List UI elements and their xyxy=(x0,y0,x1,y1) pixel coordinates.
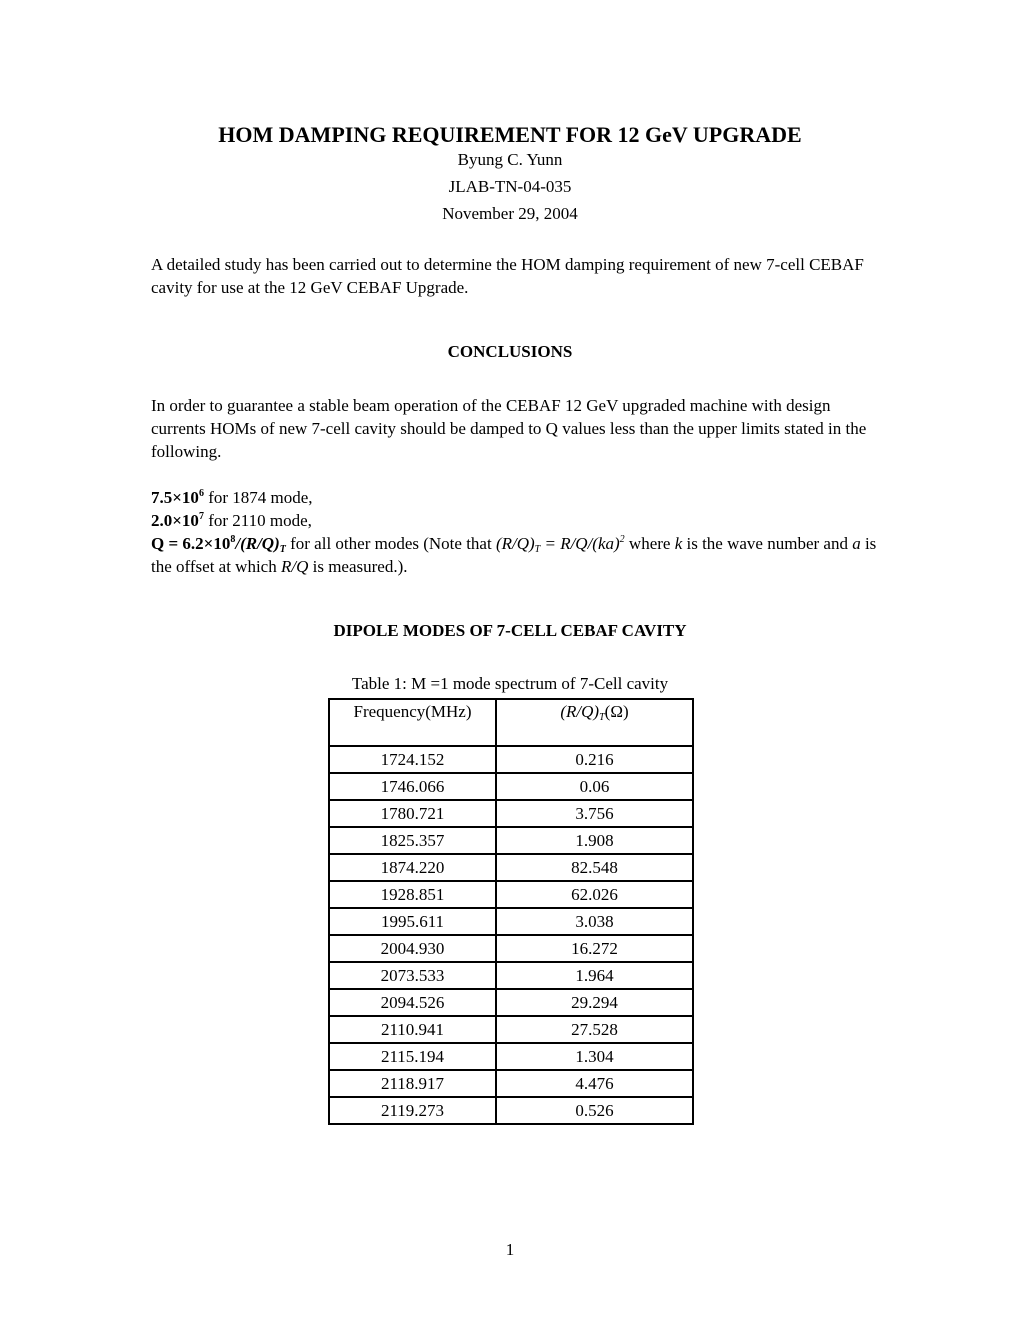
frequency-cell: 2110.941 xyxy=(329,1016,496,1043)
formula-exponent: 2 xyxy=(619,534,625,545)
rq-cell: 1.908 xyxy=(496,827,693,854)
limit-other-text3: is the wave number and xyxy=(682,534,853,553)
limit-other-rq-subscript: T xyxy=(279,544,286,555)
rq-header-main: (R/Q) xyxy=(560,702,600,721)
formula-lhs-subscript: T xyxy=(534,544,541,555)
dipole-modes-heading: DIPOLE MODES OF 7-CELL CEBAF CAVITY xyxy=(333,621,687,640)
table-row xyxy=(329,935,693,962)
author-name: Byung C. Yunn xyxy=(457,150,563,169)
rq-cell: 82.548 xyxy=(496,854,693,881)
limit-other-text2: where xyxy=(624,534,675,553)
mode-spectrum-table xyxy=(328,698,694,1125)
limit-other-rq: /(R/Q) xyxy=(235,534,280,553)
document-date: November 29, 2004 xyxy=(442,204,578,223)
table-row xyxy=(329,1070,693,1097)
rq-cell: 3.038 xyxy=(496,908,693,935)
frequency-cell: 2119.273 xyxy=(329,1097,496,1124)
document-title: HOM DAMPING REQUIREMENT FOR 12 GeV UPGRADE xyxy=(218,122,802,147)
frequency-cell: 1724.152 xyxy=(329,746,496,773)
limit-2110-text: for 2110 mode, xyxy=(203,511,312,530)
intro-paragraph: A detailed study has been carried out to determine the HOM damping requirement of new 7-cell CEBAF cavity for use at the 12 GeV CEBAF Upgrade. xyxy=(151,255,864,297)
frequency-cell: 1995.611 xyxy=(329,908,496,935)
limit-other-exponent: 8 xyxy=(230,534,236,545)
frequency-cell: 2115.194 xyxy=(329,1043,496,1070)
rq-cell: 16.272 xyxy=(496,935,693,962)
table-header-row xyxy=(329,699,693,746)
limit-other-text5: is measured.). xyxy=(308,557,408,576)
table-row xyxy=(329,800,693,827)
limit-2110-mode xyxy=(151,509,881,532)
rq-cell: 3.756 xyxy=(496,800,693,827)
frequency-cell: 2094.526 xyxy=(329,989,496,1016)
frequency-cell: 1746.066 xyxy=(329,773,496,800)
limit-other-modes xyxy=(151,532,881,578)
formula-rhs: = R/Q/(ka) xyxy=(540,534,620,553)
frequency-cell: 1825.357 xyxy=(329,827,496,854)
rq-cell: 1.304 xyxy=(496,1043,693,1070)
frequency-cell: 1928.851 xyxy=(329,881,496,908)
limit-2110-exponent: 7 xyxy=(198,511,204,522)
frequency-cell: 2004.930 xyxy=(329,935,496,962)
frequency-cell: 1780.721 xyxy=(329,800,496,827)
table-row xyxy=(329,773,693,800)
rq-cell: 62.026 xyxy=(496,881,693,908)
rq-column-header xyxy=(496,699,693,746)
frequency-cell: 2073.533 xyxy=(329,962,496,989)
page-number: 1 xyxy=(505,1240,515,1259)
formula-lhs: (R/Q) xyxy=(495,534,535,553)
frequency-column-header: Frequency(MHz) xyxy=(329,699,496,746)
rq-cell: 27.528 xyxy=(496,1016,693,1043)
limit-1874-mode xyxy=(151,486,881,509)
limit-other-text1: for all other modes (Note that xyxy=(285,534,496,553)
rq-cell: 0.526 xyxy=(496,1097,693,1124)
rq-header-unit: (Ω) xyxy=(604,702,629,721)
conclusions-heading: CONCLUSIONS xyxy=(447,342,573,361)
variable-rq: R/Q xyxy=(280,557,309,576)
frequency-cell: 1874.220 xyxy=(329,854,496,881)
table-row xyxy=(329,881,693,908)
rq-cell: 0.216 xyxy=(496,746,693,773)
variable-k: k xyxy=(674,534,683,553)
limit-1874-text: for 1874 mode, xyxy=(203,488,313,507)
table-row xyxy=(329,746,693,773)
limit-1874-exponent: 6 xyxy=(198,488,204,499)
table-row xyxy=(329,962,693,989)
rq-cell: 0.06 xyxy=(496,773,693,800)
table-caption: Table 1: M =1 mode spectrum of 7-Cell cavity xyxy=(351,674,669,693)
table-row xyxy=(329,827,693,854)
limit-1874-value: 7.5×10 xyxy=(151,488,199,507)
table-row xyxy=(329,854,693,881)
rq-header-subscript: T xyxy=(599,712,605,723)
variable-a: a xyxy=(852,534,861,553)
table-row xyxy=(329,908,693,935)
rq-cell: 29.294 xyxy=(496,989,693,1016)
rq-cell: 1.964 xyxy=(496,962,693,989)
table-row xyxy=(329,989,693,1016)
table-row xyxy=(329,1016,693,1043)
table-row xyxy=(329,1043,693,1070)
report-id: JLAB-TN-04-035 xyxy=(448,177,572,196)
conclusions-paragraph: In order to guarantee a stable beam operation of the CEBAF 12 GeV upgraded machine with design currents HOMs of new 7-cell cavity should be damped to Q values less than the upper limits stated in the following. xyxy=(151,396,867,461)
limit-2110-value: 2.0×10 xyxy=(151,511,199,530)
frequency-cell: 2118.917 xyxy=(329,1070,496,1097)
limit-other-prefix: Q = 6.2×10 xyxy=(151,534,231,553)
limit-other-text4: is the offset at which xyxy=(151,534,877,576)
table-row xyxy=(329,1097,693,1124)
rq-cell: 4.476 xyxy=(496,1070,693,1097)
